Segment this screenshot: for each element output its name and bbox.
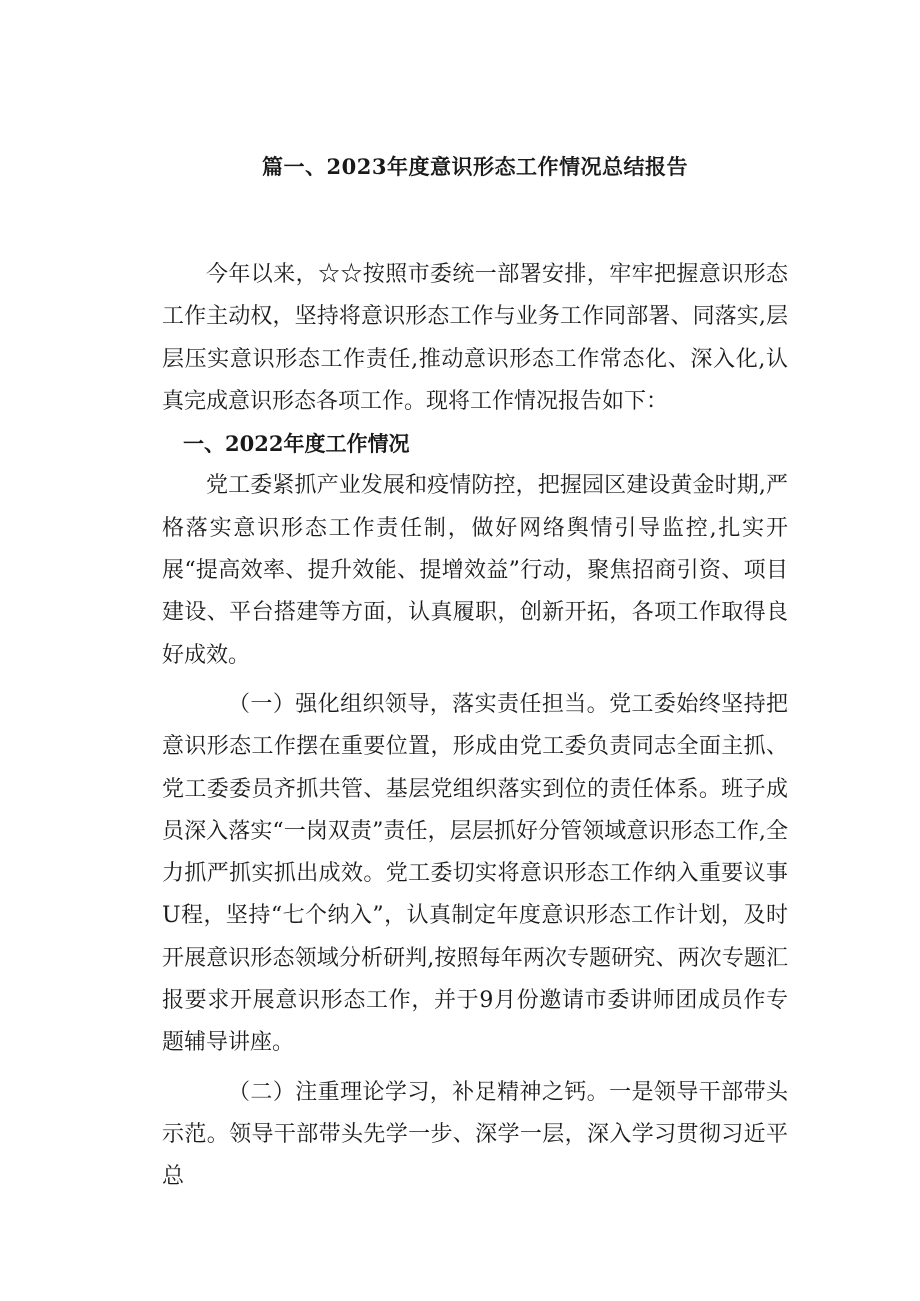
document-title: 篇一、2023年度意识形态工作情况总结报告 bbox=[262, 154, 688, 179]
document-body bbox=[162, 254, 788, 1199]
section-paragraph: 党工委紧抓产业发展和疫情防控，把握园区建设黄金时期,严格落实意识形态工作责任制，做好网络舆情引导监控,扎实开展“提高效率、提升效能、提增效益”行动，聚焦招商引资、项目建设、平台搭建等方面，认真履职，创新开拓，各项工作取得良好成效。 bbox=[162, 473, 788, 668]
intro-paragraph: 今年以来，☆☆按照市委统一部署安排，牢牢把握意识形态工作主动权，坚持将意识形态工作与业务工作同部署、同落实,层层压实意识形态工作责任,推动意识形态工作常态化、深入化,认真完成意识形态各项工作。现将工作情况报告如下： bbox=[162, 262, 788, 414]
subsection-paragraph-2: （二）注重理论学习，补足精神之钙。一是领导干部带头示范。领导干部带头先学一步、深学一层，深入学习贯彻习近平总 bbox=[162, 1079, 788, 1190]
section-heading: 一、2022年度工作情况 bbox=[183, 431, 410, 457]
subsection-paragraph-1: （一）强化组织领导，落实责任担当。党工委始终坚持把意识形态工作摆在重要位置，形成由党工委负责同志全面主抓、党工委委员齐抓共管、基层党组织落实到位的责任体系。班子成员深入落实“一岗双责”责任，层层抓好分管领域意识形态工作,全力抓严抓实抓出成效。党工委切实将意识形态工作纳入重要议事U程，坚持“七个纳入”，认真制定年度意识形态工作计划，及时开展意识形态领域分析研判,按照每年两次专题研究、两次专题汇报要求开展意识形态工作，并于9月份邀请市委讲师团成员作专题辅导讲座。 bbox=[162, 691, 788, 1056]
